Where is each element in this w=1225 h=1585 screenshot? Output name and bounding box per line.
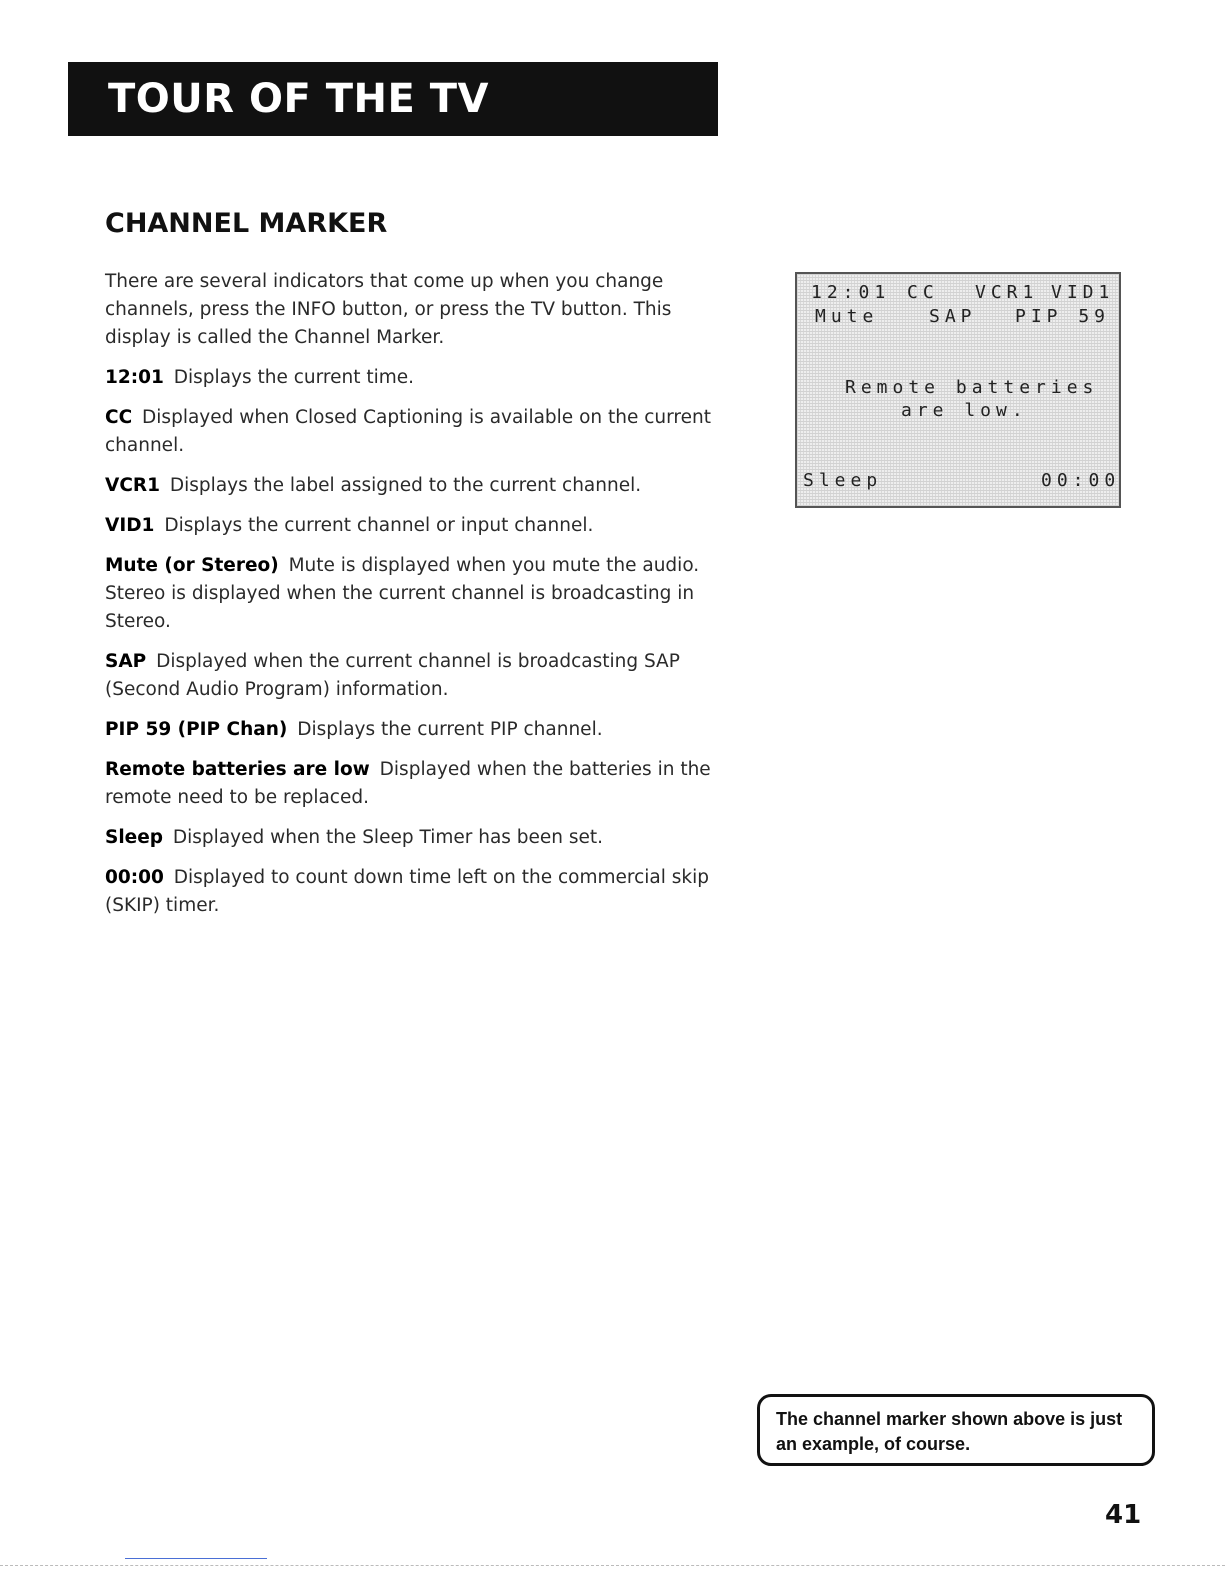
definition-term: PIP 59 (PIP Chan): [105, 719, 288, 740]
definition-item: [105, 648, 725, 704]
marker-sap: SAP: [929, 306, 977, 327]
definition-desc: Displayed when the Sleep Timer has been set.: [172, 827, 604, 848]
definition-item: [105, 552, 725, 636]
definition-term: VCR1: [105, 475, 161, 496]
channel-marker-illustration: [795, 272, 1121, 508]
definition-term: Mute (or Stereo): [105, 555, 279, 576]
definition-desc: Displays the current channel or input channel.: [164, 515, 594, 536]
marker-mute: Mute: [815, 306, 879, 327]
definition-desc: Displayed when the batteries in the remote need to be replaced.: [105, 759, 711, 808]
footer-divider: [0, 1565, 1225, 1566]
definition-desc: Displayed when Closed Captioning is available on the current channel.: [105, 407, 711, 456]
definition-desc: Displays the current time.: [173, 367, 415, 388]
note-box: [757, 1394, 1155, 1466]
definition-term: VID1: [105, 515, 155, 536]
definition-term: 00:00: [105, 867, 164, 888]
marker-message-line2: are low.: [901, 400, 1028, 421]
body-text: [105, 268, 725, 932]
definition-desc: Displayed when the current channel is broadcasting SAP (Second Audio Program) information.: [105, 651, 680, 700]
marker-sleep: Sleep: [803, 470, 883, 491]
definition-item: [105, 756, 725, 812]
definition-desc: Displays the current PIP channel.: [297, 719, 603, 740]
note-text: The channel marker shown above is just an example, of course.: [776, 1409, 1123, 1454]
definition-item: [105, 364, 725, 392]
definition-desc: Displays the label assigned to the current channel.: [169, 475, 642, 496]
marker-time: 12:01: [811, 282, 891, 303]
section-title: CHANNEL MARKER: [105, 208, 388, 239]
definition-item: [105, 824, 725, 852]
chapter-title: TOUR OF THE TV: [108, 76, 490, 122]
marker-pip: PIP 59: [1015, 306, 1111, 327]
definition-desc: Mute is displayed when you mute the audio. Stereo is displayed when the current channel is broadcasting in Stereo.: [105, 555, 700, 632]
footer-link-underline: [125, 1558, 267, 1559]
definition-item: [105, 864, 725, 920]
marker-input: VID1: [1051, 282, 1115, 303]
definition-item: [105, 472, 725, 500]
marker-label: VCR1: [975, 282, 1039, 303]
marker-timer: 00:00: [1041, 470, 1121, 491]
definition-term: Sleep: [105, 827, 164, 848]
definition-desc: Displayed to count down time left on the commercial skip (SKIP) timer.: [105, 867, 710, 916]
marker-message-line1: Remote batteries: [845, 377, 1099, 398]
intro-paragraph: There are several indicators that come up when you change channels, press the INFO button, or press the TV button. This display is called the Channel Marker.: [105, 271, 672, 348]
definition-term: 12:01: [105, 367, 164, 388]
definition-term: SAP: [105, 651, 147, 672]
marker-cc: CC: [907, 282, 939, 303]
definition-term: Remote batteries are low: [105, 759, 370, 780]
page-number: 41: [1105, 1500, 1142, 1530]
definition-item: [105, 716, 725, 744]
chapter-header: [68, 62, 718, 136]
definition-item: [105, 512, 725, 540]
definition-item: [105, 404, 725, 460]
definition-term: CC: [105, 407, 133, 428]
